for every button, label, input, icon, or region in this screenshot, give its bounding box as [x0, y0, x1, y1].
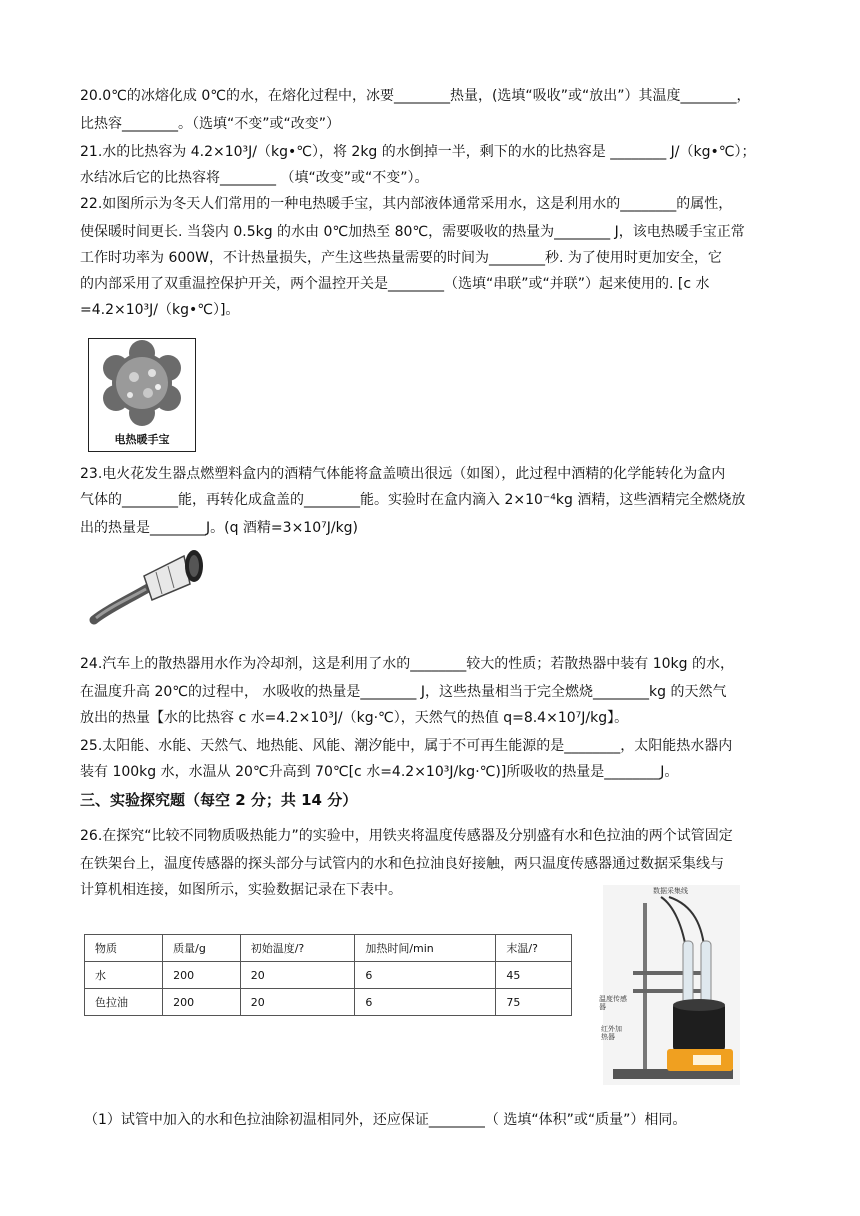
spark-generator-icon — [86, 540, 216, 632]
q25-line-1: 25.太阳能、水能、天然气、地热能、风能、潮汐能中，属于不可再生能源的是________，太阳能热水器内 — [80, 738, 733, 754]
q23-line-1: 23.电火花发生器点燃塑料盒内的酒精气体能将盒盖喷出很远（如图），此过程中酒精的化学能转化为盒内 — [80, 466, 726, 482]
q26-line-1: 26.在探究“比较不同物质吸热能力”的实验中，用铁夹将温度传感器及分别盛有水和色拉油的两个试管固定 — [80, 828, 733, 844]
q20-line-1: 20.0℃的冰熔化成 0℃的水，在熔化过程中，冰要________热量，(选填“吸收”或“放出”）其温度________， — [80, 88, 751, 104]
q26-line-2: 在铁架台上，温度传感器的探头部分与试管内的水和色拉油良好接触，两只温度传感器通过数据采集线与 — [80, 856, 724, 872]
hand-warmer-icon — [89, 339, 195, 431]
table-cell: 20 — [240, 989, 355, 1016]
apparatus-label-heater: 红外加热器 — [601, 1025, 622, 1041]
q22-line-1: 22.如图所示为冬天人们常用的一种电热暖手宝，其内部液体通常采用水，这是利用水的________的属性， — [80, 196, 733, 212]
q24-line-2: 在温度升高 20℃的过程中， 水吸收的热量是________ J，这些热量相当于完全燃烧________kg 的天然气 — [80, 684, 727, 700]
table-cell: 20 — [240, 962, 355, 989]
apparatus-figure — [599, 885, 740, 1085]
hand-warmer-figure — [88, 338, 196, 452]
table-cell: 75 — [496, 989, 572, 1016]
q21-line-1: 21.水的比热容为 4.2×10³J/（kg•℃），将 2kg 的水倒掉一半，剩下的水的比热容是 ________ J/（kg•℃）； — [80, 144, 756, 160]
table-header-row — [85, 935, 572, 962]
apparatus-label-cable: 数据采集线 — [653, 887, 688, 895]
section-3-title: 三、实验探究题（每空 2 分；共 14 分） — [80, 791, 358, 809]
apparatus-icon — [603, 885, 740, 1085]
q23-line-2: 气体的________能，再转化成盒盖的________能。实验时在盒内滴入 2×10⁻⁴kg 酒精，这些酒精完全燃烧放 — [80, 492, 746, 508]
q25-line-2: 装有 100kg 水，水温从 20℃升高到 70℃[c 水=4.2×10³J/kg·℃)]所吸收的热量是________J。 — [80, 764, 679, 780]
table-row — [85, 962, 572, 989]
q22-line-3: 工作时功率为 600W，不计热量损失，产生这些热量需要的时间为________秒. 为了使用时更加安全，它 — [80, 250, 722, 266]
q22-line-4: 的内部采用了双重温控保护开关，两个温控开关是________（选填“串联”或“并联”）起来使用的. [c 水 — [80, 276, 710, 292]
table-header-cell: 加热时间/min — [355, 935, 496, 962]
spark-generator-figure — [86, 540, 216, 632]
table-cell: 色拉油 — [85, 989, 163, 1016]
table-header-cell: 末温/? — [496, 935, 572, 962]
table-row — [85, 989, 572, 1016]
table-header-cell: 质量/g — [163, 935, 241, 962]
q23-line-3: 出的热量是________J。(q 酒精=3×10⁷J/kg) — [80, 520, 359, 536]
q22-line-5: =4.2×10³J/（kg•℃）]。 — [80, 302, 240, 318]
table-cell: 水 — [85, 962, 163, 989]
q20-line-2: 比热容________。（选填“不变”或“改变”） — [80, 116, 341, 132]
experiment-data-table — [84, 934, 572, 1016]
table-cell: 200 — [163, 989, 241, 1016]
hand-warmer-caption: 电热暖手宝 — [114, 433, 170, 446]
table-cell: 45 — [496, 962, 572, 989]
q24-line-1: 24.汽车上的散热器用水作为冷却剂，这是利用了水的________较大的性质；若散热器中装有 10kg 的水， — [80, 656, 734, 672]
table-header-cell: 物质 — [85, 935, 163, 962]
q26-sub-1: （1）试管中加入的水和色拉油除初温相同外，还应保证________（ 选填“体积”或“质量”）相同。 — [84, 1112, 687, 1128]
table-cell: 6 — [355, 962, 496, 989]
q26-line-3: 计算机相连接，如图所示，实验数据记录在下表中。 — [80, 882, 402, 898]
table-cell: 200 — [163, 962, 241, 989]
q21-line-2: 水结冰后它的比热容将________ （填“改变”或“不变”）。 — [80, 170, 429, 186]
q24-line-3: 放出的热量【水的比热容 c 水=4.2×10³J/（kg·℃），天然气的热值 q=8.4×10⁷J/kg】。 — [80, 710, 629, 726]
table-header-cell: 初始温度/? — [240, 935, 355, 962]
apparatus-label-sensor: 温度传感器 — [599, 995, 627, 1011]
table-cell: 6 — [355, 989, 496, 1016]
q22-line-2: 使保暖时间更长. 当袋内 0.5kg 的水由 0℃加热至 80℃，需要吸收的热量为________ J，该电热暖手宝正常 — [80, 224, 745, 240]
